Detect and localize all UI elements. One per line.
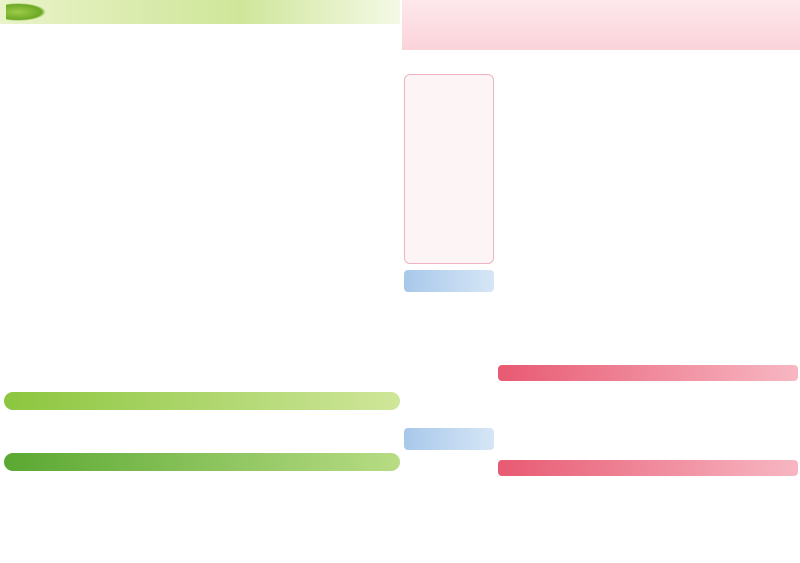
- notice-list: [4, 72, 396, 402]
- right-page: [402, 0, 800, 563]
- friday-header: [498, 460, 798, 476]
- intro-text: [4, 44, 396, 70]
- monthly-section-header: [4, 453, 400, 471]
- sunday-service-banner: [402, 0, 800, 50]
- leaf-icon: [6, 3, 46, 21]
- october-list: [404, 296, 494, 300]
- october-header: [404, 270, 494, 292]
- newcomers-list: [404, 454, 494, 458]
- church-news-banner: [0, 0, 400, 24]
- duty-section-header: [4, 392, 400, 410]
- newcomers-header: [404, 428, 494, 450]
- wednesday-header: [498, 365, 798, 381]
- main-headline: [40, 30, 370, 42]
- church-motto-box: [404, 74, 494, 264]
